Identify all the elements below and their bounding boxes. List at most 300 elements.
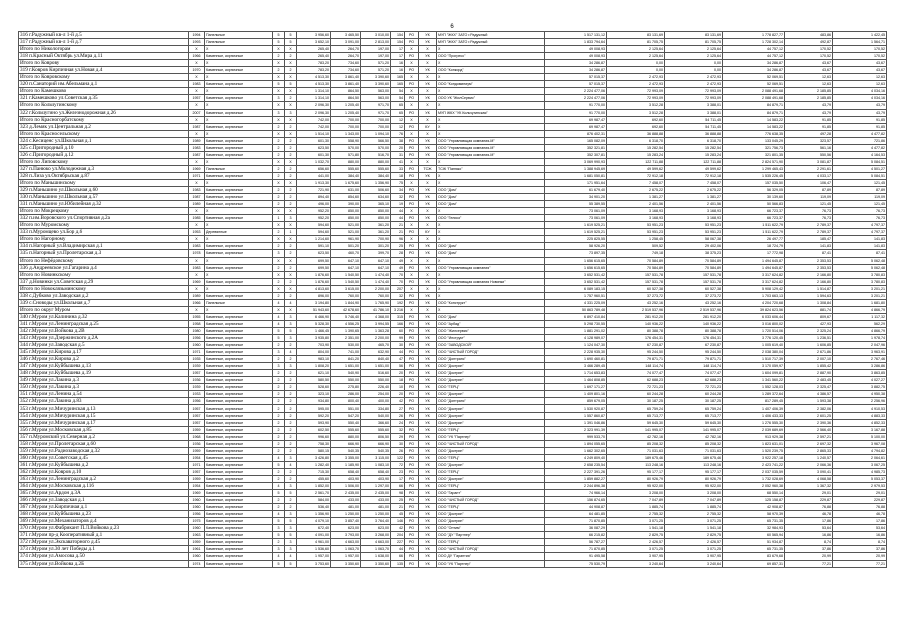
table-cell: 2 [285, 384, 297, 391]
table-cell: 1 511 622,79 [723, 229, 785, 236]
table-row [19, 151, 887, 158]
table-cell: X [405, 74, 419, 81]
table-cell: ООО "Дом" [437, 194, 545, 201]
table-cell: 5 [273, 560, 285, 567]
table-cell: РО [405, 53, 419, 60]
table-cell: 3 240,64 [665, 560, 723, 567]
table-cell: Каменные, кирпичные [205, 320, 273, 327]
table-cell: X [285, 271, 297, 278]
table-cell: 95 244,50 [607, 349, 665, 356]
table-cell: 3 963,91 [833, 349, 887, 356]
table-cell: 2 [273, 278, 285, 285]
table-cell: X [285, 257, 297, 264]
table-cell: 2 [285, 278, 297, 285]
table-cell: 17 772,98 [723, 250, 785, 257]
table-cell: 4 386,57 [785, 391, 833, 398]
table-cell: 1 855,42 [785, 363, 833, 370]
table-cell: 3 [285, 483, 297, 490]
table-cell: Каменные, кирпичные [205, 546, 273, 553]
table-cell: 3 [285, 525, 297, 532]
table-row [19, 144, 887, 151]
table-cell: 53 951,23 [607, 229, 665, 236]
table-cell: 859 679,05 [545, 398, 607, 405]
table-cell: 3 652 531,42 [545, 271, 607, 278]
table-cell: 2 064,61 [833, 454, 887, 461]
table-row [19, 342, 887, 349]
table-cell: 2 [273, 67, 285, 74]
table-cell: 1 356,90 [361, 179, 391, 186]
table-cell: 3 170 059,97 [723, 363, 785, 370]
table-cell: 880,00 [361, 158, 391, 165]
table-cell: УК [419, 377, 437, 384]
table-cell: 1 381,27 [665, 194, 723, 201]
table-cell: 6 466,90 [297, 313, 331, 320]
table-cell: 80 388,78 [665, 327, 723, 334]
table-cell: УК [419, 250, 437, 257]
table-cell: 3 994,55 [361, 320, 391, 327]
table-cell: 699,50 [297, 264, 331, 271]
table-cell: ООО "ЧИСТЫЙ ГОРОД" [437, 349, 545, 356]
table-cell: X [405, 271, 419, 278]
table-cell: УК [419, 335, 437, 342]
table-cell: 323 д.Лемяк ул.Центральная д.2 [19, 123, 189, 130]
table-cell: X [437, 123, 545, 130]
table-cell: 1983 [189, 243, 205, 250]
table-cell: X [419, 257, 437, 264]
table-cell: 56 329,05 [723, 187, 785, 194]
table-cell: 4 501,27 [833, 165, 887, 172]
table-cell: 1966 [189, 53, 205, 60]
table-cell: 352 г.Муром ул.Лакина д.83 [19, 398, 189, 405]
table-cell: 20 [391, 370, 405, 377]
table-cell: 12,63 [833, 74, 887, 81]
table-cell: 850,00 [361, 208, 391, 215]
table-cell: ООО "Доктрин" [437, 391, 545, 398]
table-cell: 571,80 [331, 151, 361, 158]
table-cell: 850,00 [331, 215, 361, 222]
table-cell: РО [405, 151, 419, 158]
table-cell: 3 069 990,93 [545, 158, 607, 165]
table-cell: 44 757,12 [723, 46, 785, 53]
table-cell: ООО "УК "Партнер" [437, 433, 545, 440]
table-cell: 3 [285, 313, 297, 320]
table-cell: 2 [285, 356, 297, 363]
table-cell: 1980 [189, 327, 205, 334]
table-cell: 56 [391, 363, 405, 370]
table-cell: 2 256,96 [833, 398, 887, 405]
table-cell: 3 201,21 [833, 292, 887, 299]
table-cell: Панельные [205, 32, 273, 39]
table-cell: 368 г.Муром ул.Куйбышева д.23 [19, 511, 189, 518]
table-cell: ООО "ГЕРЦ" [437, 468, 545, 475]
table-cell: 1989 [189, 292, 205, 299]
table-cell: 65 731,35 [723, 518, 785, 525]
table-cell: 38 375,23 [665, 250, 723, 257]
table-cell: 621,10 [297, 370, 331, 377]
table-cell: 5 [273, 335, 285, 342]
table-cell: 658,40 [331, 468, 361, 475]
table-cell: 530,00 [331, 342, 361, 349]
table-cell: УК [419, 525, 437, 532]
table-cell: 121,45 [833, 179, 887, 186]
table-cell: 325 с.Пригородный д.10 [19, 144, 189, 151]
table-cell: 41 [391, 158, 405, 165]
table-cell: 2 039 689,69 [723, 426, 785, 433]
table-cell: 2 [273, 504, 285, 511]
table-cell: 3 652,10 [297, 39, 331, 46]
table-cell: 1 406 433,33 [723, 412, 785, 419]
table-cell: 3 [285, 109, 297, 116]
table-cell: 3 268,00 [361, 532, 391, 539]
table-cell: 3 091,00 [331, 39, 361, 46]
table-cell: 850,00 [361, 215, 391, 222]
table-cell: 3 010,00 [361, 32, 391, 39]
table-cell: 384,40 [331, 172, 361, 179]
table-cell: ООО "Гелиоз" [437, 215, 545, 222]
table-cell: 32 [391, 194, 405, 201]
table-cell: 1 604 099,81 [723, 370, 785, 377]
table-cell: 632,90 [361, 349, 391, 356]
table-cell: Итого по округ Муром [19, 306, 189, 313]
table-cell: X [205, 306, 273, 313]
table-cell: 1957 [189, 370, 205, 377]
table-cell: 591,10 [297, 243, 331, 250]
table-cell: 971,70 [361, 102, 391, 109]
table-cell: РО [405, 475, 419, 482]
table-cell: 95 922,00 [665, 483, 723, 490]
table-cell: 57 015,37 [545, 81, 607, 88]
table-cell: 1 697 171,27 [545, 384, 607, 391]
table-cell: 4 091,00 [297, 532, 331, 539]
table-cell: 99 [391, 335, 405, 342]
table-cell: ООО "Арбад" [437, 320, 545, 327]
table-cell: 2 224 477,06 [545, 95, 607, 102]
table-cell: X [437, 116, 545, 123]
table-cell: 95 922,00 [607, 483, 665, 490]
table-cell: РО [405, 187, 419, 194]
table-cell: 166 [391, 320, 405, 327]
table-cell: 1 638,00 [361, 553, 391, 560]
table-cell: 1987 [189, 151, 205, 158]
table-cell: 2 671,86 [785, 349, 833, 356]
table-cell: 1 514,10 [297, 130, 331, 137]
table-cell: X [285, 285, 297, 292]
table-cell: 58 970,39 [723, 511, 785, 518]
table-cell: ООО "ЧИСТЫЙ ГОРОД" [437, 497, 545, 504]
table-cell: 2 829,75 [665, 532, 723, 539]
table-cell: 43,79 [833, 109, 887, 116]
table-cell: 49 008,93 [545, 46, 607, 53]
table-cell: X [273, 236, 285, 243]
table-cell: 34 [391, 187, 405, 194]
table-cell: 1 520 239,75 [723, 447, 785, 454]
table-cell: 1 876,60 [297, 278, 331, 285]
table-cell: 876 402,31 [545, 130, 607, 137]
table-cell: 3 390,60 [361, 81, 391, 88]
table-cell: 66 723,37 [723, 215, 785, 222]
table-cell: X [285, 158, 297, 165]
table-cell: 399,70 [361, 250, 391, 257]
table-cell: 264,70 [331, 46, 361, 53]
table-cell: 113 248,16 [665, 461, 723, 468]
table-cell: 481,00 [331, 504, 361, 511]
table-cell: 2 435,00 [331, 490, 361, 497]
table-cell: 1959 [189, 426, 205, 433]
table-cell: 5 062,48 [833, 264, 887, 271]
table-cell: 1983 [189, 81, 205, 88]
table-cell: 1 885,74 [607, 504, 665, 511]
table-cell: 1 297,00 [361, 483, 391, 490]
table-cell: X [437, 102, 545, 109]
table-cell: 367 г.Муром ул.Кирпичная д.1 [19, 504, 189, 511]
table-cell: 896,00 [297, 292, 331, 299]
table-cell: 1 240,57 [785, 454, 833, 461]
table-cell: X [437, 271, 545, 278]
table-cell: 46,78 [785, 511, 833, 518]
table-row [19, 109, 887, 116]
table-cell: ООО "Конкорд" [437, 67, 545, 74]
table-cell: 3 317 624,82 [723, 278, 785, 285]
table-row [19, 32, 887, 39]
table-cell: 1 564,71 [833, 39, 887, 46]
table-cell: РО [405, 539, 419, 546]
table-cell: 1 675,60 [331, 179, 361, 186]
table-cell: X [437, 88, 545, 95]
table-cell: Панельные [205, 299, 273, 306]
table-cell: 1993 [189, 39, 205, 46]
table-cell: 72 912,18 [665, 172, 723, 179]
table-cell: X [205, 208, 273, 215]
table-cell: 16 [391, 60, 405, 67]
table-cell: УК [419, 468, 437, 475]
table-cell: 19 [391, 201, 405, 208]
table-cell: 3 764,40 [361, 518, 391, 525]
table-cell: 634,60 [361, 194, 391, 201]
table-cell: 1 409 801,16 [545, 391, 607, 398]
table-cell: 2 566,40 [785, 426, 833, 433]
table-cell: 455,60 [297, 475, 331, 482]
table-cell: 3 071,25 [607, 546, 665, 553]
table-cell: 148 114,74 [607, 363, 665, 370]
table-cell: ООО "Донтранс" [437, 398, 545, 405]
table-cell: РО [405, 229, 419, 236]
table-cell: УК [419, 539, 437, 546]
table-cell: УК [419, 144, 437, 151]
table-cell: 4 985,73 [833, 468, 887, 475]
table-cell: 343 г.Муром ул.Дзержинского д.2А [19, 335, 189, 342]
table-cell: 1 466,45 [297, 327, 331, 334]
table-cell: X [437, 306, 545, 313]
table-cell: 1957 [189, 412, 205, 419]
table-cell: 2 [285, 398, 297, 405]
table-cell: 265,40 [297, 46, 331, 53]
table-cell: 370 г.Муром ул.Фабрикант П.Л.Войкова д.23 [19, 525, 189, 532]
table-cell: 5 [285, 32, 297, 39]
table-cell: ООО "ГЕРЦ" [437, 504, 545, 511]
table-cell: УК [419, 313, 437, 320]
table-cell: УК [419, 342, 437, 349]
table-cell: 551,00 [331, 405, 361, 412]
table-cell: 2 [285, 412, 297, 419]
table-cell: X [437, 257, 545, 264]
table-cell: 1 094,10 [361, 130, 391, 137]
table-cell: ООО "ЧИСТЫЙ ГОРОД" [437, 440, 545, 447]
table-cell: 983,10 [297, 356, 331, 363]
table-cell: X [189, 208, 205, 215]
table-cell: 55 389,55 [545, 201, 607, 208]
table-cell: УК [419, 454, 437, 461]
table-cell: 2 [273, 433, 285, 440]
table-cell: 50 863 789,48 [545, 306, 607, 313]
table-cell: 1959 [189, 539, 205, 546]
table-cell: 317 г.Радужный кв-л 1-й д.7 [19, 39, 189, 46]
table-cell: 2 [273, 405, 285, 412]
table-cell: 192 [391, 299, 405, 306]
table-cell: 1 619 525,21 [545, 229, 607, 236]
table-cell: 2 435,00 [361, 490, 391, 497]
table-row [19, 356, 887, 363]
table-cell: 8,74 [785, 539, 833, 546]
table-cell: 2 675,22 [607, 187, 665, 194]
table-cell: 7 047,89 [607, 497, 665, 504]
table-cell: 70 584,89 [607, 264, 665, 271]
table-cell: 355 г.Муром ул.Мичуринская д.17 [19, 419, 189, 426]
table-cell: 2 [285, 405, 297, 412]
table-cell: 73 061,09 [545, 208, 607, 215]
table-cell: 59 645,30 [607, 419, 665, 426]
table-cell: РО [405, 384, 419, 391]
table-cell: 83 679,68 [723, 553, 785, 560]
table-cell: 67 230,87 [607, 342, 665, 349]
table-cell: 1 117,32 [833, 313, 887, 320]
table-cell: РО [405, 292, 419, 299]
table-cell: УК [419, 292, 437, 299]
table-cell: 43,67 [833, 60, 887, 67]
table-cell: 20,99 [785, 553, 833, 560]
table-cell: 65 731,35 [723, 546, 785, 553]
table-cell: 894,40 [297, 194, 331, 201]
table-cell: 3 652 531,42 [545, 278, 607, 285]
table-row [19, 53, 887, 60]
table-cell: 1 681 050,81 [545, 172, 607, 179]
table-cell: 366 г.Муром ул.Заводская д.1 [19, 497, 189, 504]
table-cell: 555,60 [361, 426, 391, 433]
table-cell: 34 286,87 [723, 67, 785, 74]
table-cell: 3 [285, 215, 297, 222]
table-cell: 68 550,14 [723, 490, 785, 497]
table-cell: X [273, 130, 285, 137]
table-cell: 656,60 [297, 165, 331, 172]
table-cell: 602,50 [297, 426, 331, 433]
table-cell: 133 045,29 [723, 137, 785, 144]
table-cell: 5 [285, 81, 297, 88]
table-cell: 58 926,20 [545, 243, 607, 250]
table-cell: X [285, 102, 297, 109]
table-cell: 60 244,28 [665, 391, 723, 398]
table-cell: 2 224 477,06 [545, 88, 607, 95]
table-cell: РО [405, 518, 419, 525]
table-cell: Итого по Кольчугинскому [19, 102, 189, 109]
table-cell: ООО "Доктрин" [437, 518, 545, 525]
table-cell: 1 540,50 [331, 271, 361, 278]
table-cell: УК [419, 560, 437, 567]
table-cell: 1 205,40 [331, 109, 361, 116]
table-cell: УК [419, 32, 437, 39]
table-row [19, 46, 887, 53]
table-cell: 666,90 [361, 440, 391, 447]
table-cell: 301,20 [361, 243, 391, 250]
table-cell: 59 645,30 [665, 419, 723, 426]
table-cell: 700,00 [361, 116, 391, 123]
table-cell: РО [405, 144, 419, 151]
table-cell: 4 556,25 [331, 320, 361, 327]
table-cell: РО [405, 447, 419, 454]
table-cell: 584,00 [297, 497, 331, 504]
table-cell: Каменные, кирпичные [205, 532, 273, 539]
table-cell: X [405, 208, 419, 215]
table-cell: 817 289,45 [723, 398, 785, 405]
table-cell: X [419, 130, 437, 137]
table-cell: 33 [391, 165, 405, 172]
table-cell: 75 530,79 [545, 560, 607, 567]
table-cell: 84 879,71 [723, 102, 785, 109]
table-cell: 154 [391, 39, 405, 46]
table-cell: 365 г.Муром ул.Ардон д.3А [19, 490, 189, 497]
table-cell: 2 [285, 342, 297, 349]
table-row [19, 454, 887, 461]
table-cell: 3 [273, 349, 285, 356]
table-cell: 2 [273, 468, 285, 475]
table-cell: 1985 [189, 215, 205, 222]
table-cell: 91 495,58 [545, 553, 607, 560]
table-cell: 2 472,93 [607, 74, 665, 81]
table-cell: 4 852,33 [833, 419, 887, 426]
table-cell: 1 540,50 [331, 278, 361, 285]
table-cell: 119,09 [833, 194, 887, 201]
table-cell: 2 [285, 440, 297, 447]
table-cell: 324 с.Кесиценс ул.Школьная д.1 [19, 137, 189, 144]
table-cell: 734,60 [331, 67, 361, 74]
table-row [19, 384, 887, 391]
table-cell: 122 [391, 454, 405, 461]
table-cell: 62 688,23 [665, 377, 723, 384]
table-cell: 87,89 [833, 187, 887, 194]
table-cell: 1 536,60 [297, 546, 331, 553]
table-cell: 1 506,00 [331, 483, 361, 490]
table-cell: 760,00 [361, 292, 391, 299]
table-cell: 316 г.Радужный кв-л 1-й д.5 [19, 32, 189, 39]
table-cell: 344 г.Муром ул.Заводская д.5 [19, 342, 189, 349]
table-cell: 647,10 [361, 264, 391, 271]
table-cell: 1960 [189, 497, 205, 504]
table-cell: 742,00 [297, 116, 331, 123]
table-cell: 2 [285, 250, 297, 257]
table-cell: 43 252,16 [607, 299, 665, 306]
table-cell: 1983 [189, 144, 205, 151]
table-cell: ООО "Гарант" [437, 490, 545, 497]
table-cell: Итого по Нагорному [19, 236, 189, 243]
table-cell: ООО ДУ "Гарантия" [437, 553, 545, 560]
table-cell: 141,83 [833, 236, 887, 243]
table-cell: X [205, 130, 273, 137]
table-cell: 3 168,93 [665, 215, 723, 222]
table-cell: 1 662 302,65 [545, 447, 607, 454]
table-cell: 4 [285, 461, 297, 468]
table-cell: Каменные, кирпичные [205, 511, 273, 518]
table-cell: УК [419, 483, 437, 490]
table-cell: 30 187,25 [665, 398, 723, 405]
table-cell: 1 063,70 [331, 546, 361, 553]
